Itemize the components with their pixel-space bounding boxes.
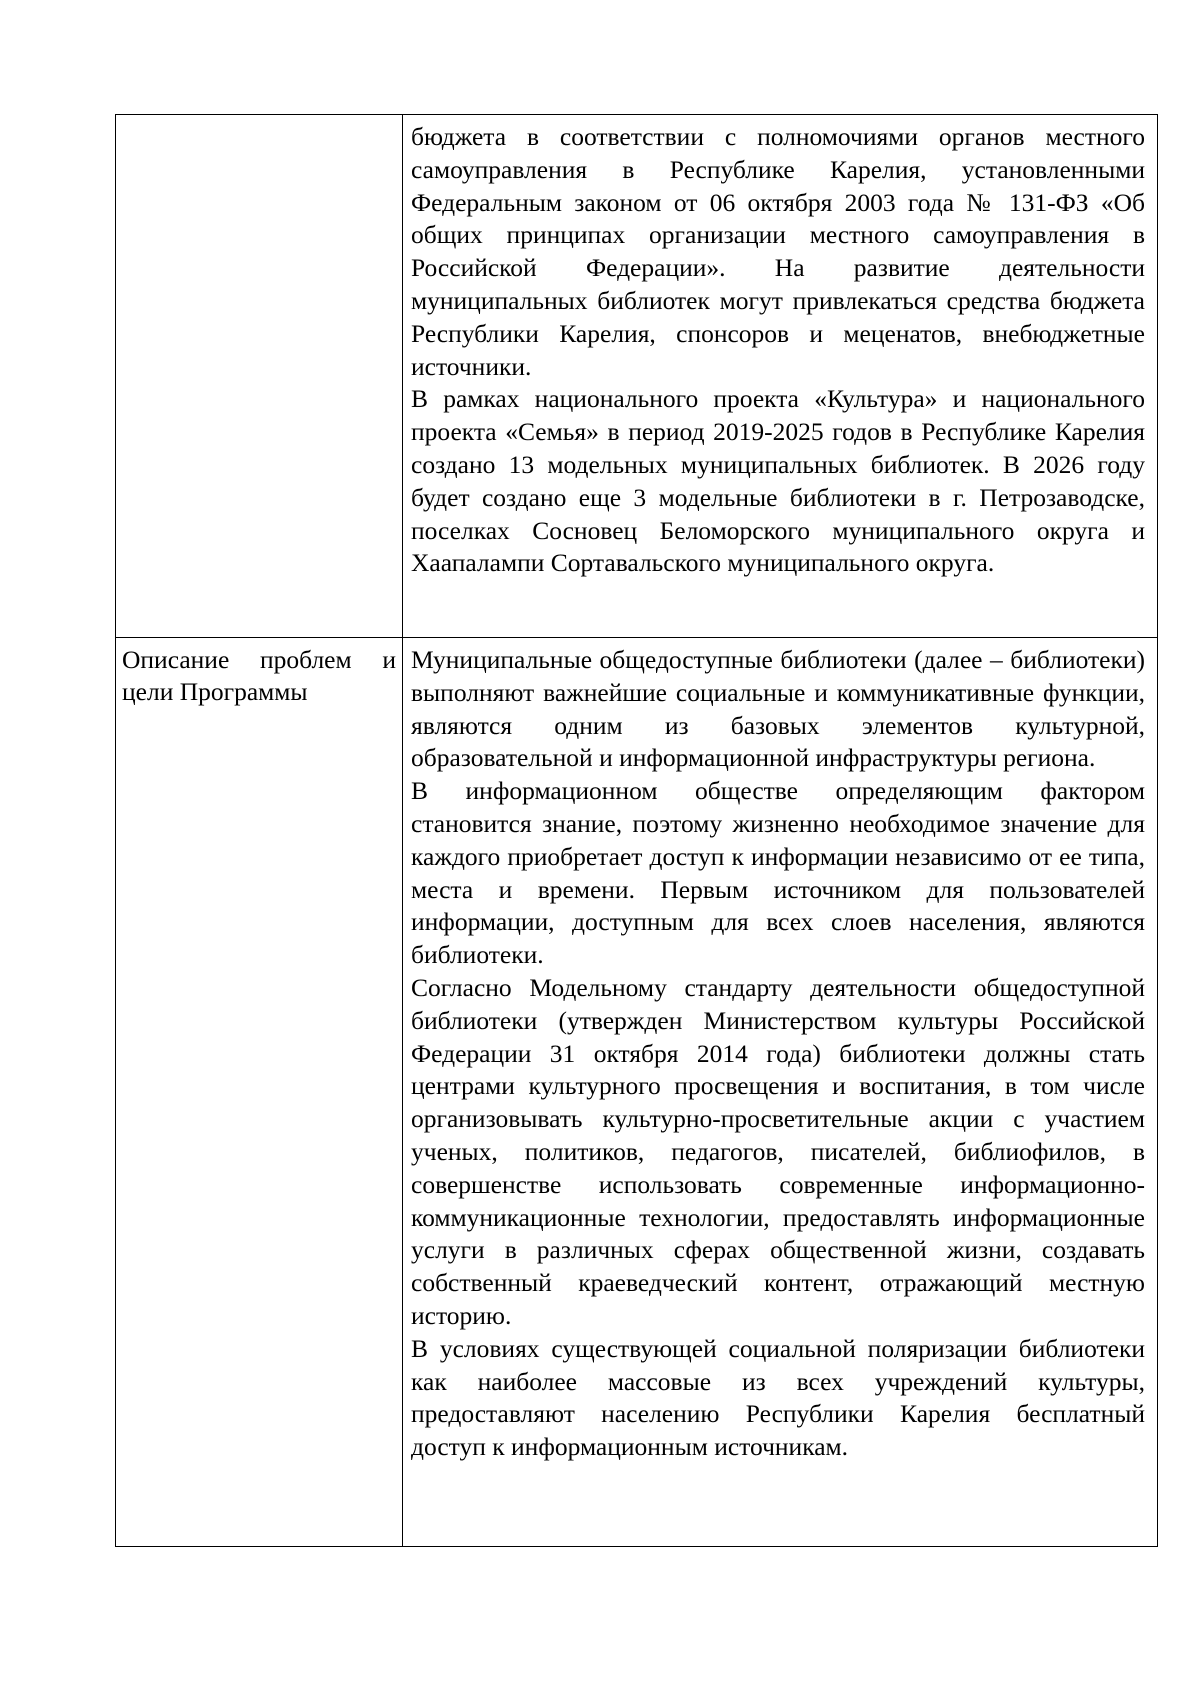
row-label: Описание проблем и цели Программы	[122, 645, 396, 706]
row-label-cell	[116, 638, 403, 1547]
program-table	[115, 114, 1158, 1547]
paragraph: В условиях существующей социальной поляризации библиотеки как наиболее массовые из всех учреждений культуры, предоставляют населению Республики Карелия бесплатный доступ к информационным источникам.	[411, 1333, 1145, 1462]
row-label-cell	[116, 115, 403, 638]
row-content-cell	[403, 115, 1158, 638]
table-row	[116, 115, 1158, 638]
paragraph: Муниципальные общедоступные библиотеки (далее – библиотеки) выполняют важнейшие социальные и коммуникативные функции, являются одним из базовых элементов культурной, образовательной и информационной инфраструктуры региона.	[411, 645, 1145, 773]
row-content-cell	[403, 638, 1158, 1547]
paragraph: бюджета в соответствии с полномочиями органов местного самоуправления в Республике Карелия, установленными Федеральным законом от 06 октября 2003 года № 131-ФЗ «Об общих принципах организации местного самоуправления в Российской Федерации». На развитие деятельности муниципальных библиотек могут привлекаться средства бюджета Республики Карелия, спонсоров и меценатов, внебюджетные источники.	[411, 122, 1145, 381]
paragraph: В рамках национального проекта «Культура» и национального проекта «Семья» в период 2019-2025 годов в Республике Карелия создано 13 модельных муниципальных библиотек. В 2026 году будет создано еще 3 модельные библиотеки в г. Петрозаводске, поселках Сосновец Беломорского муниципального округа и Хаапалампи Сортавальского муниципального округа.	[411, 384, 1145, 578]
paragraph: Согласно Модельному стандарту деятельности общедоступной библиотеки (утвержден Министерством культуры Российской Федерации 31 октября 2014 года) библиотеки должны стать центрами культурного просвещения и воспитания, в том числе организовывать культурно-просветительные акции с участием ученых, политиков, педагогов, писателей, библиофилов, в совершенстве использовать современные информационно-коммуникационные технологии, предоставлять информационные услуги в различных сферах общественной жизни, создавать собственный краеведческий контент, отражающий местную историю.	[411, 972, 1145, 1330]
table-row	[116, 638, 1158, 1547]
paragraph: В информационном обществе определяющим фактором становится знание, поэтому жизненно необходимое значение для каждого приобретает доступ к информации независимо от ее типа, места и времени. Первым источником для пользователей информации, доступным для всех слоев населения, являются библиотеки.	[411, 776, 1145, 970]
